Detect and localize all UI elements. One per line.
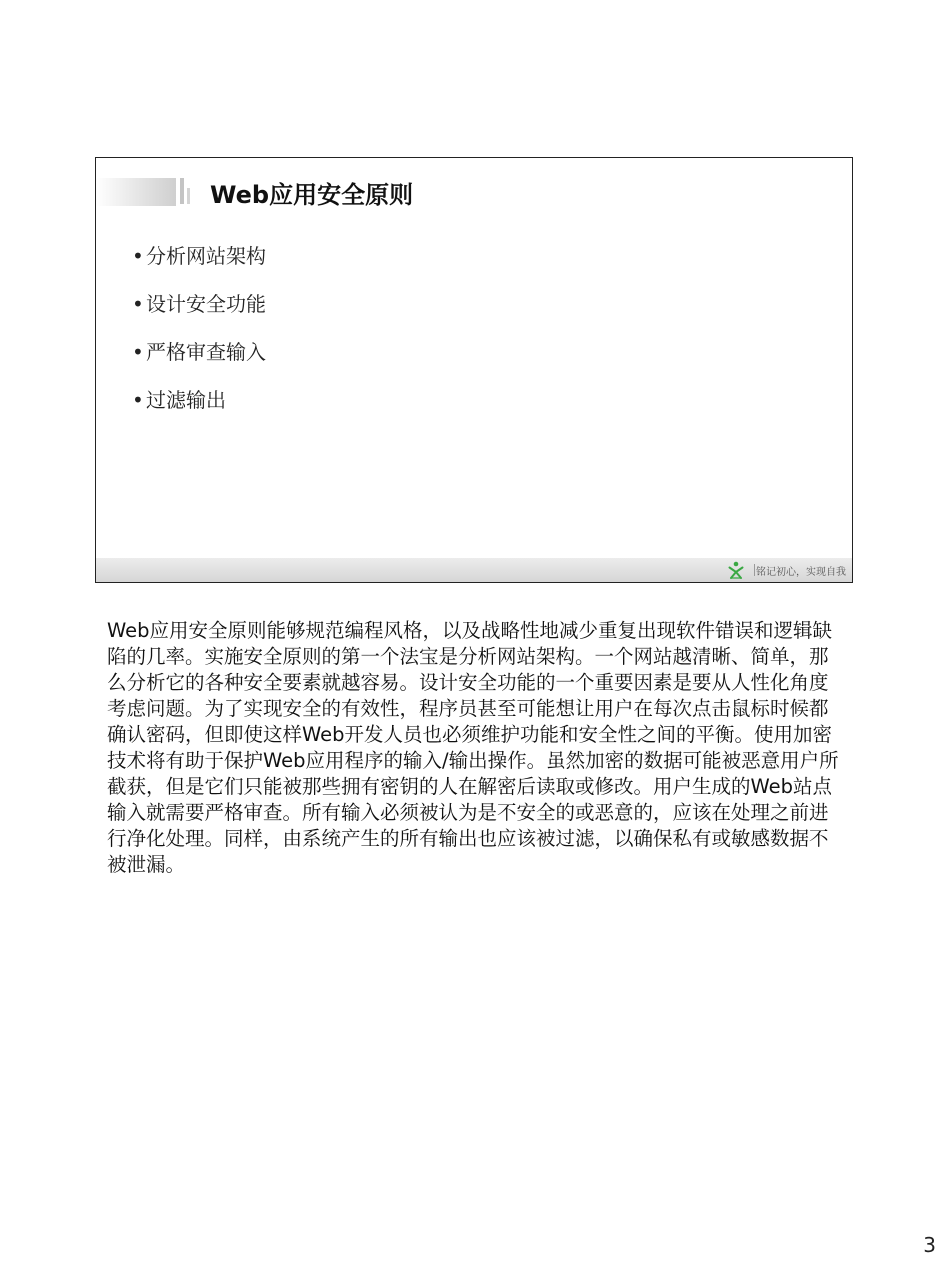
bullet-text: 过滤输出 <box>146 388 226 412</box>
bullet-dot-icon: • <box>132 340 144 364</box>
title-decoration <box>96 178 176 206</box>
slide-footer <box>96 558 852 582</box>
bullet-text: 分析网站架构 <box>146 244 266 268</box>
slide-title: Web应用安全原则 <box>210 181 414 209</box>
title-accent-bar <box>180 178 184 204</box>
bullet-item <box>132 244 266 268</box>
footer-divider <box>754 564 755 576</box>
bullet-item <box>132 388 266 412</box>
bullet-text: 严格审查输入 <box>146 340 266 364</box>
green-figure-logo-icon <box>728 561 744 579</box>
bullet-dot-icon: • <box>132 388 144 412</box>
footer-slogan: 铭记初心，实现自我 <box>756 567 846 578</box>
notes-paragraph: Web应用安全原则能够规范编程风格，以及战略性地减少重复出现软件错误和逻辑缺陷的几率。实施安全原则的第一个法宝是分析网站架构。一个网站越清晰、简单，那么分析它的各种安全要素就越容易。设计安全功能的一个重要因素是要从人性化角度考虑问题。为了实现安全的有效性，程序员甚至可能想让用户在每次点击鼠标时候都确认密码，但即使这样Web开发人员也必须维护功能和安全性之间的平衡。使用加密技术将有助于保护Web应用程序的输入/输出操作。虽然加密的数据可能被恶意用户所截获，但是它们只能被那些拥有密钥的人在解密后读取或修改。用户生成的Web站点输入就需要严格审查。所有输入必须被认为是不安全的或恶意的，应该在处理之前进行净化处理。同样，由系统产生的所有输出也应该被过滤，以确保私有或敏感数据不被泄漏。 <box>107 619 839 876</box>
bullet-item <box>132 340 266 364</box>
bullet-item <box>132 292 266 316</box>
title-accent-bar-small <box>187 188 190 204</box>
bullet-dot-icon: • <box>132 244 144 268</box>
bullet-text: 设计安全功能 <box>146 292 266 316</box>
page-number: 3 <box>923 1233 936 1257</box>
slide-frame <box>95 157 853 583</box>
bullet-list <box>132 244 266 436</box>
bullet-dot-icon: • <box>132 292 144 316</box>
